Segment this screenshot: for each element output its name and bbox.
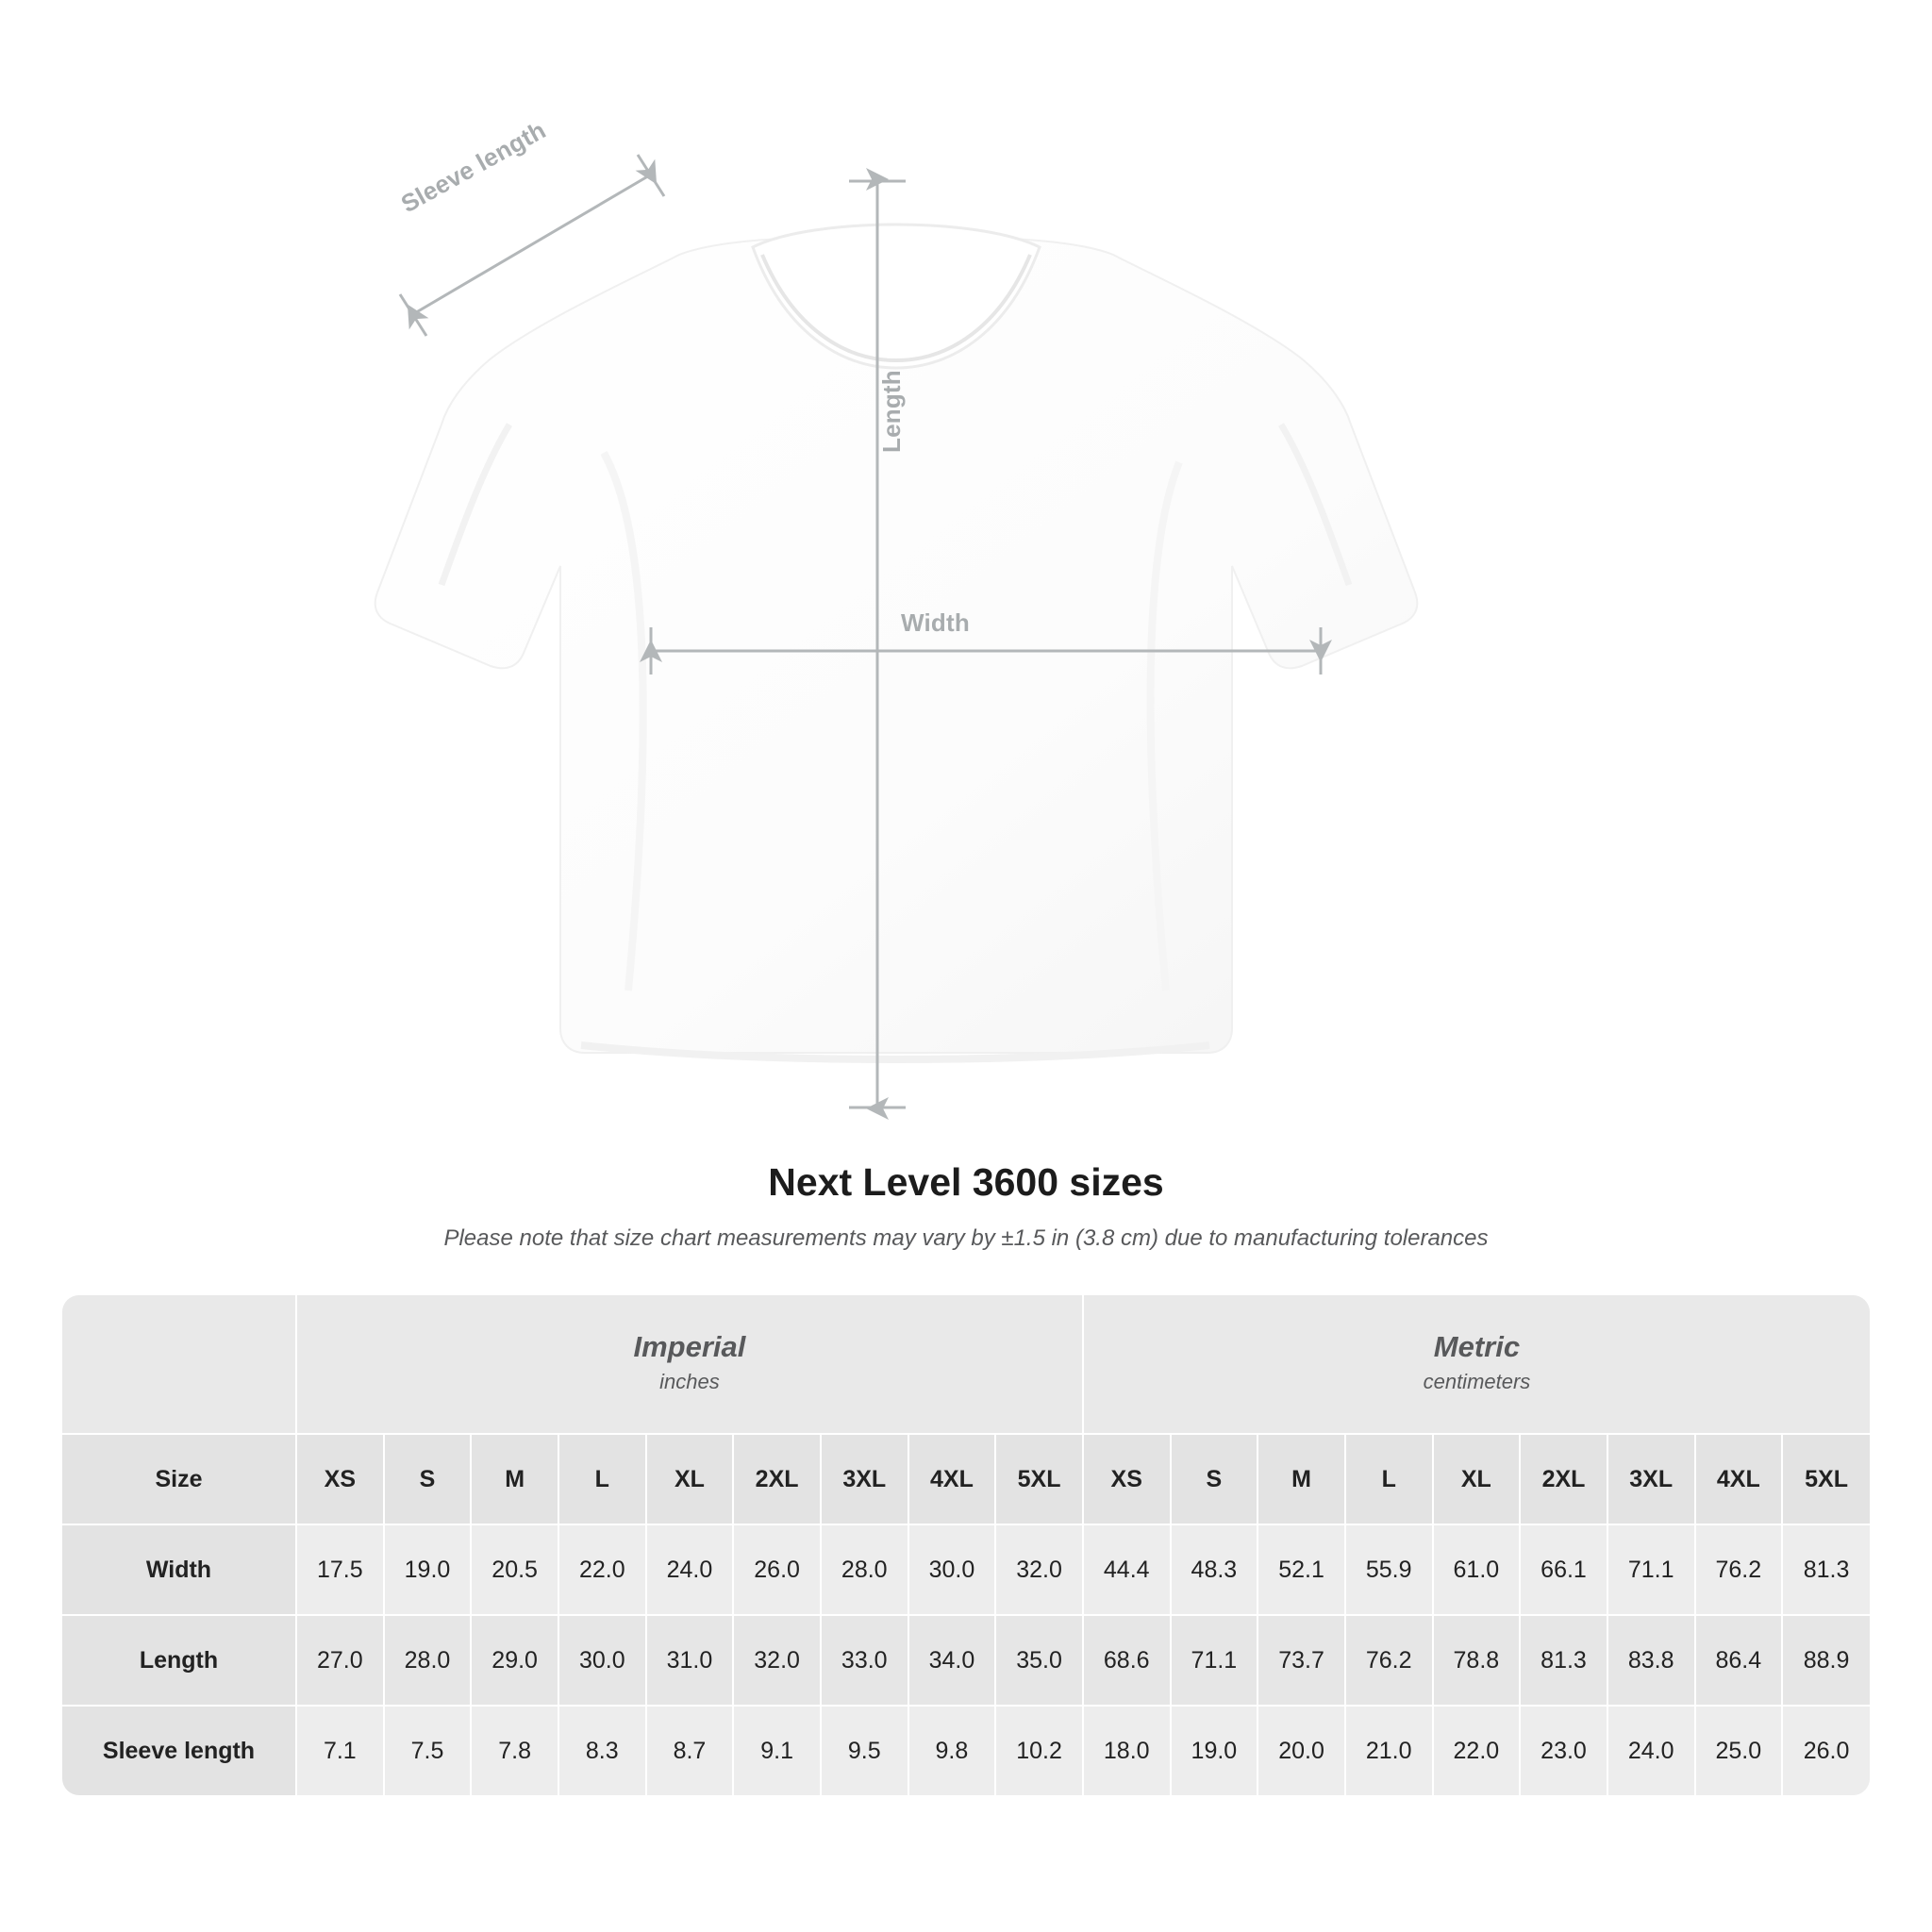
cell-sleeve-5: 9.1 <box>733 1706 821 1795</box>
size-header-row <box>62 1434 1870 1524</box>
unit-group-metric-sub: centimeters <box>1423 1369 1531 1393</box>
cell-sleeve-8: 10.2 <box>995 1706 1083 1795</box>
cell-width-9: 44.4 <box>1083 1524 1171 1615</box>
size-table <box>62 1295 1870 1795</box>
row-label-width: Width <box>62 1524 296 1615</box>
table-row <box>62 1706 1870 1795</box>
col-header-4xl-met: 4XL <box>1695 1434 1783 1524</box>
cell-length-11: 73.7 <box>1257 1615 1345 1706</box>
cell-length-4: 31.0 <box>646 1615 734 1706</box>
col-header-s-met: S <box>1171 1434 1258 1524</box>
cell-sleeve-10: 19.0 <box>1171 1706 1258 1795</box>
col-header-5xl-imp: 5XL <box>995 1434 1083 1524</box>
unit-group-metric <box>1083 1295 1870 1434</box>
cell-sleeve-16: 25.0 <box>1695 1706 1783 1795</box>
cell-width-16: 76.2 <box>1695 1524 1783 1615</box>
cell-sleeve-13: 22.0 <box>1433 1706 1521 1795</box>
cell-width-5: 26.0 <box>733 1524 821 1615</box>
unit-group-imperial-name: Imperial <box>633 1330 746 1364</box>
col-header-2xl-imp: 2XL <box>733 1434 821 1524</box>
cell-width-1: 19.0 <box>384 1524 472 1615</box>
cell-sleeve-17: 26.0 <box>1782 1706 1870 1795</box>
cell-sleeve-7: 9.8 <box>908 1706 996 1795</box>
cell-width-10: 48.3 <box>1171 1524 1258 1615</box>
col-header-m-met: M <box>1257 1434 1345 1524</box>
cell-width-4: 24.0 <box>646 1524 734 1615</box>
length-label: Length <box>877 370 906 453</box>
col-header-xl-met: XL <box>1433 1434 1521 1524</box>
cell-sleeve-14: 23.0 <box>1520 1706 1607 1795</box>
row-label-length: Length <box>62 1615 296 1706</box>
cell-length-10: 71.1 <box>1171 1615 1258 1706</box>
cell-width-7: 30.0 <box>908 1524 996 1615</box>
cell-width-8: 32.0 <box>995 1524 1083 1615</box>
table-row <box>62 1524 1870 1615</box>
cell-length-7: 34.0 <box>908 1615 996 1706</box>
table-row <box>62 1615 1870 1706</box>
cell-length-15: 83.8 <box>1607 1615 1695 1706</box>
size-row-label: Size <box>62 1434 296 1524</box>
col-header-l-met: L <box>1345 1434 1433 1524</box>
cell-length-9: 68.6 <box>1083 1615 1171 1706</box>
cell-width-0: 17.5 <box>296 1524 384 1615</box>
cell-length-2: 29.0 <box>471 1615 558 1706</box>
col-header-s-imp: S <box>384 1434 472 1524</box>
col-header-2xl-met: 2XL <box>1520 1434 1607 1524</box>
col-header-5xl-met: 5XL <box>1782 1434 1870 1524</box>
sleeve-length-label: Sleeve length <box>396 115 551 219</box>
cell-width-12: 55.9 <box>1345 1524 1433 1615</box>
unit-group-metric-name: Metric <box>1433 1330 1521 1364</box>
cell-length-0: 27.0 <box>296 1615 384 1706</box>
unit-group-imperial <box>296 1295 1083 1434</box>
cell-sleeve-11: 20.0 <box>1257 1706 1345 1795</box>
cell-width-3: 22.0 <box>558 1524 646 1615</box>
cell-width-14: 66.1 <box>1520 1524 1607 1615</box>
unit-header-row <box>62 1295 1870 1434</box>
page-title: Next Level 3600 sizes <box>768 1160 1164 1204</box>
cell-length-17: 88.9 <box>1782 1615 1870 1706</box>
cell-length-14: 81.3 <box>1520 1615 1607 1706</box>
col-header-4xl-imp: 4XL <box>908 1434 996 1524</box>
col-header-m-imp: M <box>471 1434 558 1524</box>
cell-sleeve-12: 21.0 <box>1345 1706 1433 1795</box>
size-table-wrap <box>62 1295 1870 1795</box>
cell-length-16: 86.4 <box>1695 1615 1783 1706</box>
cell-sleeve-2: 7.8 <box>471 1706 558 1795</box>
cell-length-8: 35.0 <box>995 1615 1083 1706</box>
cell-length-6: 33.0 <box>821 1615 908 1706</box>
cell-sleeve-4: 8.7 <box>646 1706 734 1795</box>
cell-width-13: 61.0 <box>1433 1524 1521 1615</box>
cell-sleeve-6: 9.5 <box>821 1706 908 1795</box>
col-header-xs-met: XS <box>1083 1434 1171 1524</box>
col-header-3xl-imp: 3XL <box>821 1434 908 1524</box>
tolerance-note: Please note that size chart measurements may vary by ±1.5 in (3.8 cm) due to manufacturing tolerances <box>443 1225 1489 1251</box>
cell-width-6: 28.0 <box>821 1524 908 1615</box>
cell-sleeve-3: 8.3 <box>558 1706 646 1795</box>
cell-width-15: 71.1 <box>1607 1524 1695 1615</box>
cell-length-13: 78.8 <box>1433 1615 1521 1706</box>
cell-width-11: 52.1 <box>1257 1524 1345 1615</box>
cell-width-17: 81.3 <box>1782 1524 1870 1615</box>
cell-sleeve-0: 7.1 <box>296 1706 384 1795</box>
cell-length-12: 76.2 <box>1345 1615 1433 1706</box>
width-label: Width <box>901 608 970 637</box>
cell-sleeve-9: 18.0 <box>1083 1706 1171 1795</box>
col-header-xs-imp: XS <box>296 1434 384 1524</box>
cell-length-3: 30.0 <box>558 1615 646 1706</box>
cell-sleeve-15: 24.0 <box>1607 1706 1695 1795</box>
col-header-3xl-met: 3XL <box>1607 1434 1695 1524</box>
col-header-l-imp: L <box>558 1434 646 1524</box>
cell-width-2: 20.5 <box>471 1524 558 1615</box>
col-header-xl-imp: XL <box>646 1434 734 1524</box>
cell-length-1: 28.0 <box>384 1615 472 1706</box>
cell-sleeve-1: 7.5 <box>384 1706 472 1795</box>
cell-length-5: 32.0 <box>733 1615 821 1706</box>
unit-group-imperial-sub: inches <box>659 1369 720 1393</box>
unit-header-spacer <box>62 1295 296 1434</box>
row-label-sleeve-length: Sleeve length <box>62 1706 296 1795</box>
